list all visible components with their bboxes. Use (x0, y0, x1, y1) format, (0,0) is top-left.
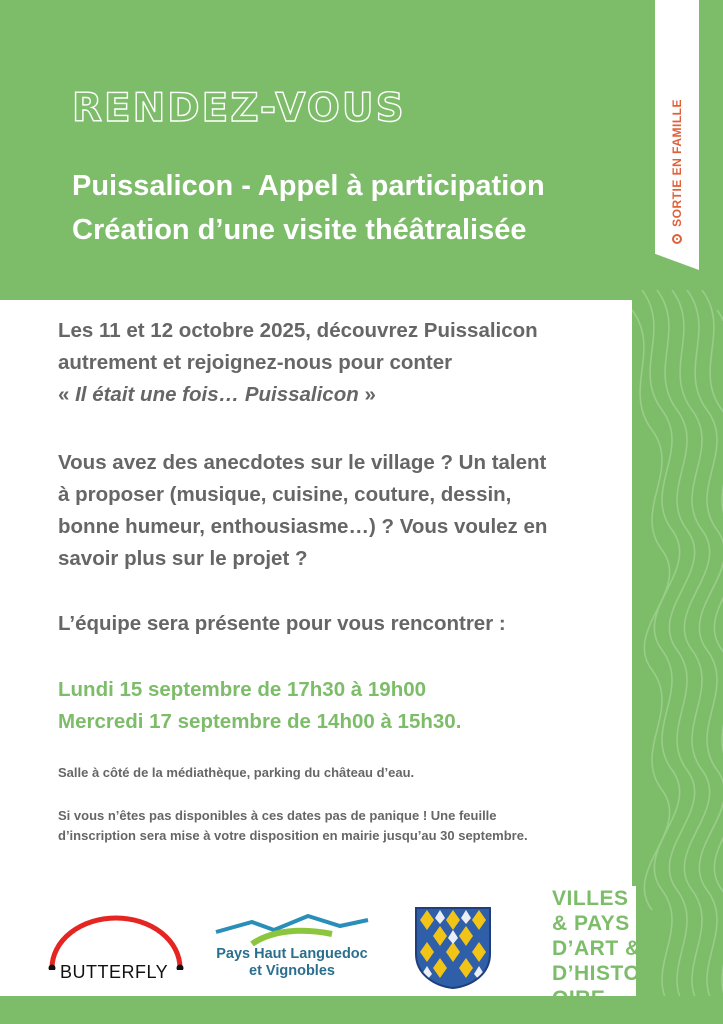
coat-of-arms-icon (414, 906, 492, 990)
question-line-3: bonne humeur, enthousiasme…) ? Vous voulez en (58, 515, 548, 538)
category-tag-content (655, 0, 699, 252)
team-paragraph (58, 608, 628, 640)
crest-logo (414, 906, 492, 990)
header-band (0, 0, 723, 300)
team-line: L’équipe sera présente pour vous rencontrer : (58, 612, 506, 635)
villes-pays-art-histoire-logo (552, 886, 641, 1010)
intro-quote (58, 379, 628, 411)
pays-haut-languedoc-logo (212, 910, 372, 990)
question-paragraph (58, 447, 628, 575)
date-line-2: Mercredi 17 septembre de 14h00 à 15h30. (58, 710, 462, 733)
vah-line-2: & PAYS (552, 912, 630, 935)
title-line-1: Puissalicon - Appel à participation (72, 170, 545, 202)
date-line-1: Lundi 15 septembre de 17h30 à 19h00 (58, 678, 427, 701)
title-line-2: Création d’une visite théâtralisée (72, 214, 527, 246)
mountain-icon (212, 910, 372, 946)
pays-line-1: Pays Haut Languedoc (216, 946, 368, 962)
meeting-dates (58, 674, 461, 738)
vah-line-5: OIRE (552, 987, 606, 1010)
butterfly-logo-text: BUTTERFLY (60, 962, 169, 982)
quote-open: « (58, 383, 76, 406)
target-dot-icon (672, 234, 682, 244)
quote-text: Il était une fois… Puissalicon (75, 383, 359, 406)
wave-pattern-decoration (632, 290, 723, 996)
pays-line-2: et Vignobles (249, 963, 335, 979)
note-paragraph (58, 806, 628, 846)
vah-line-4: D’HISTO (552, 962, 641, 985)
intro-line-1: Les 11 et 12 octobre 2025, découvrez Puissalicon (58, 319, 538, 342)
category-tag-label: SORTIE EN FAMILLE (670, 99, 684, 227)
intro-line-2: autrement et rejoignez-nous pour conter (58, 351, 453, 374)
page-title (72, 164, 642, 252)
butterfly-arch-icon (42, 910, 190, 970)
quote-close: » (358, 383, 376, 406)
butterfly-logo (42, 910, 190, 986)
note-line-2: d’inscription sera mise à votre disposition en mairie jusqu’au 30 septembre. (58, 828, 528, 843)
question-line-2: à proposer (musique, cuisine, couture, dessin, (58, 483, 512, 506)
vah-line-1: VILLES (552, 887, 629, 910)
location-text (58, 763, 628, 783)
vah-logo-text (552, 886, 641, 1011)
question-line-1: Vous avez des anecdotes sur le village ? Un talent (58, 451, 547, 474)
location-line: Salle à côté de la médiathèque, parking du château d’eau. (58, 765, 415, 780)
question-line-4: savoir plus sur le projet ? (58, 547, 308, 570)
intro-paragraph (58, 315, 628, 411)
rendez-vous-kicker: RENDEZ-VOUS (72, 86, 406, 131)
vah-line-3: D’ART & (552, 937, 641, 960)
note-line-1: Si vous n’êtes pas disponibles à ces dates pas de panique ! Une feuille (58, 808, 497, 823)
pays-logo-text (212, 946, 372, 980)
